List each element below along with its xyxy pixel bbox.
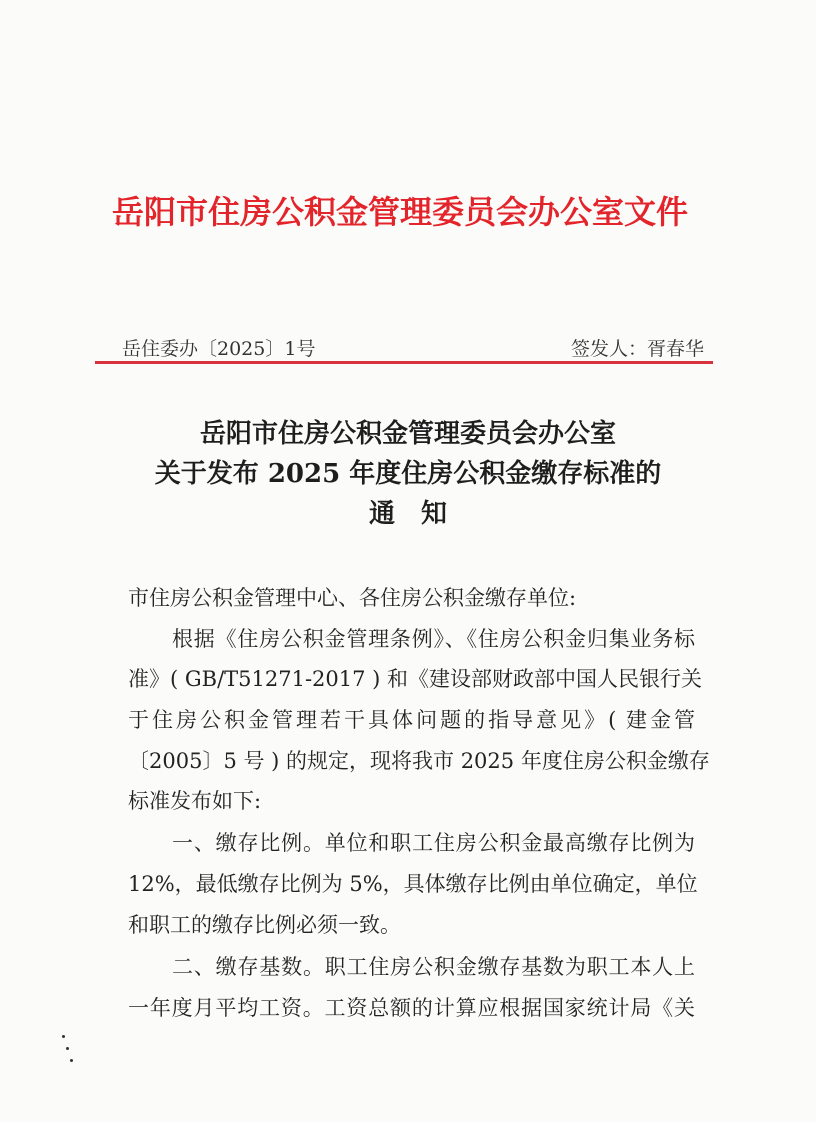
notice-title-line-1: 岳阳市住房公积金管理委员会办公室 [199, 419, 616, 449]
body-line: 一、缴存比例。单位和职工住房公积金最高缴存比例为 [172, 831, 695, 855]
scan-speckle [60, 1035, 74, 1065]
body-line: 〔2005〕5 号 ) 的规定，现将我市 2025 年度住房公积金缴存 [128, 749, 710, 773]
body-line: 二、缴存基数。职工住房公积金缴存基数为职工本人上 [172, 955, 695, 979]
signer: 签发人：胥春华 [570, 338, 704, 360]
red-divider [95, 361, 713, 364]
issuer-letterhead: 岳阳市住房公积金管理委员会办公室文件 [111, 193, 688, 231]
notice-title-line-3: 通 知 [368, 499, 447, 529]
body-line: 根据《住房公积金管理条例》、《住房公积金归集业务标 [172, 627, 695, 651]
body-line: 12%，最低缴存比例为 5%，具体缴存比例由单位确定，单位 [128, 872, 698, 896]
body-line: 于住房公积金管理若干具体问题的指导意见》( 建金管 [128, 708, 695, 732]
notice-title-line-2: 关于发布 2025 年度住房公积金缴存标准的 [154, 459, 662, 489]
body-line: 准》( GB/T51271-2017 ) 和《建设部财政部中国人民银行关 [128, 667, 703, 691]
addressee: 市住房公积金管理中心、各住房公积金缴存单位: [128, 586, 577, 610]
body-line: 一年度月平均工资。工资总额的计算应根据国家统计局《关 [128, 996, 695, 1020]
body-line: 和职工的缴存比例必须一致。 [128, 913, 401, 937]
document-number: 岳住委办〔2025〕1号 [122, 338, 316, 360]
body-line: 标准发布如下: [128, 789, 262, 813]
